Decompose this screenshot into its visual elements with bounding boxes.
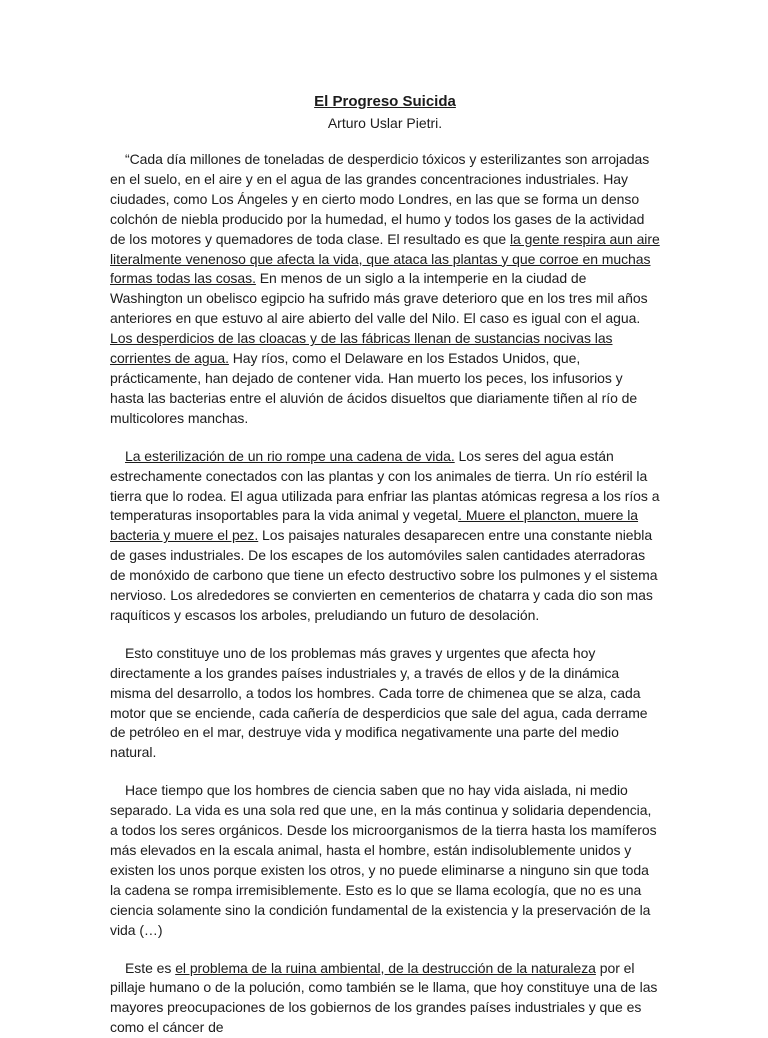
- paragraph-2: [110, 447, 660, 626]
- underlined-text: Los desperdicios de las cloacas y de las fábricas llenan de sustancias nocivas las corrientes de agua.: [110, 330, 613, 367]
- paragraph-1: [110, 150, 660, 429]
- document-title: El Progreso Suicida: [314, 93, 456, 110]
- text-span: por el pillaje humano o de la polución, como también se le llama, que hoy constituye una de las mayores preocupaciones de los gobiernos de los grandes países industriales y que es como el cáncer de: [110, 959, 658, 1036]
- text-span: Los paisajes naturales desaparecen entre una constante niebla de gases industriales. De los escapes de los automóviles salen cantidades aterradoras de monóxido de carbono que tiene un efecto destructivo sobre los pulmones y el sistema nervioso. Los alrededores se convierten en cementerios de chatarra y cada dio son mas raquíticos y escasos los arboles, preludiando un futuro de desolación.: [110, 527, 658, 623]
- text-span: En menos de un siglo a la intemperie en la ciudad de Washington un obelisco egipcio ha sufrido más grave deterioro que en los tres mil años anteriores en que estuvo al aire abierto del valle del Nilo. El caso es igual con el agua.: [110, 270, 648, 327]
- text-span: Esto constituye uno de los problemas más graves y urgentes que afecta hoy directamente a los grandes países industriales y, a través de ellos y de la dinámica misma del desarrollo, a todos los hombres. Cada torre de chimenea que se alza, cada motor que se enciende, cada cañería de desperdicios que sale del agua, cada derrame de petróleo en el mar, destruye vida y modifica negativamente una parte del medio natural.: [110, 644, 648, 761]
- underlined-text: . Muere el plancton, muere la bacteria y muere el pez.: [110, 507, 639, 544]
- text-span: Hay ríos, como el Delaware en los Estados Unidos, que, prácticamente, han dejado de contener vida. Han muerto los peces, los infusorios y hasta las bacterias entre el aluvión de ácidos disueltos que diariamente tiñen al río de multicolores manchas.: [110, 350, 638, 426]
- text-span: Este es: [125, 959, 176, 976]
- text-span: Hace tiempo que los hombres de ciencia saben que no hay vida aislada, ni medio separado. La vida es una sola red que une, en la más continua y solidaria dependencia, a todos los seres orgánicos. Desde los microorganismos de la tierra hasta los mamíferos más elevados en la escala animal, hasta el hombre, están indisolublemente unidos y existen los unos porque existen los otros, y no puede eliminarse a ninguno sin que toda la cadena se rompa irremisiblemente. Esto es lo que se llama ecología, que no es una ciencia solamente sino la condición fundamental de la existencia y la preservación de la vida (…): [110, 782, 657, 938]
- document-author: Arturo Uslar Pietri.: [327, 115, 443, 131]
- paragraph-3: [110, 644, 660, 763]
- paragraph-5: [110, 959, 660, 1038]
- underlined-text: La esterilización de un rio rompe una cadena de vida.: [125, 447, 455, 464]
- text-span: “Cada día millones de toneladas de desperdicio tóxicos y esterilizantes son arrojadas en el suelo, en el aire y en el agua de las grandes concentraciones industriales. Hay ciudades, como Los Ángeles y en cierto modo Londres, en las que se forma un denso colchón de niebla producido por la humedad, el humo y todos los gases de la actividad de los motores y quemadores de toda clase. El resultado es que: [110, 151, 650, 247]
- text-span: Los seres del agua están estrechamente conectados con las plantas y con los animales de tierra. Un río estéril la tierra que lo rodea. El agua utilizada para enfriar las plantas atómicas regresa a los ríos a temperaturas insoportables para la vida animal y vegetal: [110, 447, 660, 524]
- underlined-text: el problema de la ruina ambiental, de la destrucción de la naturaleza: [175, 959, 596, 976]
- underlined-text: la gente respira aun aire literalmente venenoso que afecta la vida, que ataca las plantas y que corroe en muchas formas todas las cosas.: [110, 230, 660, 287]
- paragraph-4: [110, 781, 660, 940]
